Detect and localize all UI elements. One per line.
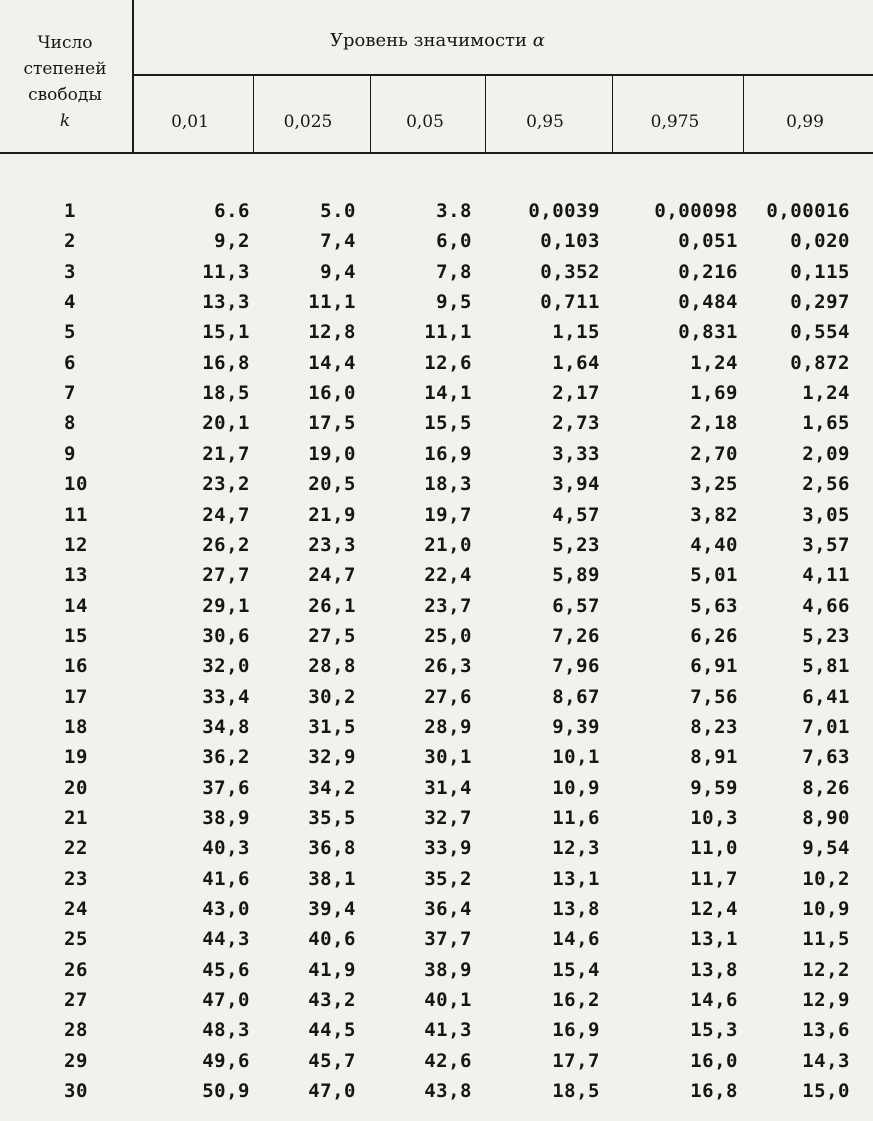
table-row bbox=[0, 1075, 873, 1107]
critical-value-cell: 34,8 bbox=[202, 715, 250, 738]
critical-value-cell: 43,0 bbox=[202, 898, 250, 921]
critical-value-cell: 41,6 bbox=[202, 867, 250, 890]
critical-value-cell: 32,9 bbox=[308, 746, 356, 769]
critical-value-cell: 15,5 bbox=[424, 412, 472, 435]
header-k-line-3: свободы bbox=[28, 85, 102, 105]
divider-col-4 bbox=[612, 76, 613, 152]
critical-value-cell: 2,73 bbox=[552, 412, 600, 435]
critical-value-cell: 0,020 bbox=[790, 230, 850, 253]
critical-value-cell: 0,831 bbox=[678, 321, 738, 344]
critical-value-cell: 16,9 bbox=[424, 442, 472, 465]
table-row bbox=[0, 316, 873, 348]
critical-value-cell: 17,5 bbox=[308, 412, 356, 435]
critical-value-cell: 36,8 bbox=[308, 837, 356, 860]
critical-value-cell: 16,9 bbox=[552, 1019, 600, 1042]
critical-value-cell: 44,5 bbox=[308, 1019, 356, 1042]
critical-value-cell: 49,6 bbox=[202, 1049, 250, 1072]
critical-value-cell: 22,4 bbox=[424, 564, 472, 587]
critical-value-cell: 7,26 bbox=[552, 624, 600, 647]
critical-value-cell: 0,711 bbox=[540, 291, 600, 314]
critical-value-cell: 19,0 bbox=[308, 442, 356, 465]
critical-value-cell: 21,9 bbox=[308, 503, 356, 526]
degrees-of-freedom-cell: 22 bbox=[64, 837, 88, 860]
table-row bbox=[0, 711, 873, 743]
critical-value-cell: 39,4 bbox=[308, 898, 356, 921]
critical-value-cell: 7,96 bbox=[552, 655, 600, 678]
critical-value-cell: 13,8 bbox=[690, 958, 738, 981]
critical-value-cell: 16,8 bbox=[202, 351, 250, 374]
critical-value-cell: 0,0039 bbox=[528, 200, 600, 222]
critical-value-cell: 37,7 bbox=[424, 928, 472, 951]
critical-value-cell: 30,1 bbox=[424, 746, 472, 769]
critical-value-cell: 14,1 bbox=[424, 382, 472, 405]
critical-value-cell: 16,2 bbox=[552, 989, 600, 1012]
table-row bbox=[0, 438, 873, 470]
degrees-of-freedom-cell: 11 bbox=[64, 503, 88, 526]
critical-value-cell: 32,0 bbox=[202, 655, 250, 678]
critical-value-cell: 24,7 bbox=[202, 503, 250, 526]
critical-value-cell: 1,24 bbox=[690, 351, 738, 374]
degrees-of-freedom-cell: 10 bbox=[64, 473, 88, 496]
critical-value-cell: 31,5 bbox=[308, 715, 356, 738]
critical-value-cell: 15,0 bbox=[802, 1080, 850, 1103]
critical-value-cell: 10,3 bbox=[690, 807, 738, 829]
critical-value-cell: 29,1 bbox=[202, 594, 250, 617]
critical-value-cell: 18,5 bbox=[552, 1080, 600, 1103]
critical-value-cell: 11,1 bbox=[308, 291, 356, 314]
critical-value-cell: 11,6 bbox=[552, 807, 600, 829]
table-row bbox=[0, 195, 873, 227]
critical-value-cell: 43,8 bbox=[424, 1080, 472, 1103]
critical-value-cell: 5,01 bbox=[690, 564, 738, 587]
critical-value-cell: 4,11 bbox=[802, 564, 850, 587]
critical-value-cell: 10,2 bbox=[802, 867, 850, 890]
critical-value-cell: 23,3 bbox=[308, 533, 356, 556]
column-header-0-01: 0,01 bbox=[171, 112, 209, 132]
critical-value-cell: 48,3 bbox=[202, 1019, 250, 1042]
critical-value-cell: 9,5 bbox=[436, 291, 472, 314]
critical-value-cell: 4,40 bbox=[690, 533, 738, 556]
critical-value-cell: 13,3 bbox=[202, 291, 250, 314]
critical-value-cell: 41,9 bbox=[308, 958, 356, 981]
critical-value-cell: 7,4 bbox=[320, 230, 356, 253]
degrees-of-freedom-cell: 30 bbox=[64, 1080, 88, 1103]
table-row bbox=[0, 407, 873, 439]
critical-value-cell: 27,5 bbox=[308, 624, 356, 647]
critical-value-cell: 3,25 bbox=[690, 473, 738, 496]
critical-value-cell: 12,3 bbox=[552, 837, 600, 860]
critical-value-cell: 7,01 bbox=[802, 715, 850, 738]
table-row bbox=[0, 468, 873, 500]
critical-value-cell: 26,3 bbox=[424, 655, 472, 678]
critical-value-cell: 7,63 bbox=[802, 746, 850, 769]
critical-value-cell: 14,4 bbox=[308, 351, 356, 374]
critical-value-cell: 33,9 bbox=[424, 837, 472, 860]
degrees-of-freedom-cell: 26 bbox=[64, 958, 88, 981]
critical-value-cell: 4,57 bbox=[552, 503, 600, 526]
critical-value-cell: 35,5 bbox=[308, 807, 356, 829]
table-row bbox=[0, 923, 873, 955]
degrees-of-freedom-cell: 15 bbox=[64, 624, 88, 647]
critical-value-cell: 13,1 bbox=[690, 928, 738, 951]
critical-value-cell: 0,00098 bbox=[654, 200, 738, 222]
critical-value-cell: 32,7 bbox=[424, 807, 472, 829]
critical-value-cell: 21,0 bbox=[424, 533, 472, 556]
column-header-0-975: 0,975 bbox=[650, 112, 700, 132]
critical-value-cell: 5.0 bbox=[320, 200, 356, 222]
critical-value-cell: 13,6 bbox=[802, 1019, 850, 1042]
table-row bbox=[0, 984, 873, 1016]
divider-col-3 bbox=[485, 76, 486, 152]
critical-value-cell: 3,33 bbox=[552, 442, 600, 465]
critical-value-cell: 20,5 bbox=[308, 473, 356, 496]
critical-value-cell: 3,94 bbox=[552, 473, 600, 496]
degrees-of-freedom-cell: 16 bbox=[64, 655, 88, 678]
critical-value-cell: 3,82 bbox=[690, 503, 738, 526]
critical-value-cell: 1,15 bbox=[552, 321, 600, 344]
critical-value-cell: 18,5 bbox=[202, 382, 250, 405]
critical-value-cell: 0,554 bbox=[790, 321, 850, 344]
table-row bbox=[0, 741, 873, 773]
table-row bbox=[0, 832, 873, 864]
critical-value-cell: 25,0 bbox=[424, 624, 472, 647]
degrees-of-freedom-cell: 9 bbox=[64, 442, 76, 465]
critical-value-cell: 16,8 bbox=[690, 1080, 738, 1103]
critical-value-cell: 28,8 bbox=[308, 655, 356, 678]
degrees-of-freedom-cell: 1 bbox=[64, 200, 76, 222]
critical-value-cell: 40,3 bbox=[202, 837, 250, 860]
critical-value-cell: 1,24 bbox=[802, 382, 850, 405]
critical-value-cell: 9,39 bbox=[552, 715, 600, 738]
critical-value-cell: 11,7 bbox=[690, 867, 738, 890]
column-header-0-99: 0,99 bbox=[786, 112, 824, 132]
degrees-of-freedom-cell: 21 bbox=[64, 807, 88, 829]
divider-col-2 bbox=[370, 76, 371, 152]
critical-value-cell: 38,9 bbox=[424, 958, 472, 981]
critical-value-cell: 8,67 bbox=[552, 685, 600, 708]
critical-value-cell: 6,91 bbox=[690, 655, 738, 678]
degrees-of-freedom-cell: 19 bbox=[64, 746, 88, 769]
table-row bbox=[0, 802, 873, 834]
critical-value-cell: 11,1 bbox=[424, 321, 472, 344]
column-header-0-05: 0,05 bbox=[406, 112, 444, 132]
critical-value-cell: 5,63 bbox=[690, 594, 738, 617]
header-k-line-1: Число bbox=[37, 33, 93, 53]
critical-value-cell: 16,0 bbox=[690, 1049, 738, 1072]
header-k-symbol: k bbox=[59, 111, 71, 131]
critical-value-cell: 14,6 bbox=[690, 989, 738, 1012]
critical-value-cell: 0,103 bbox=[540, 230, 600, 253]
divider-col-1 bbox=[253, 76, 254, 152]
critical-value-cell: 2,56 bbox=[802, 473, 850, 496]
critical-value-cell: 2,17 bbox=[552, 382, 600, 405]
critical-value-cell: 36,2 bbox=[202, 746, 250, 769]
critical-value-cell: 1,64 bbox=[552, 351, 600, 374]
critical-value-cell: 38,1 bbox=[308, 867, 356, 890]
table-row bbox=[0, 863, 873, 895]
critical-value-cell: 2,09 bbox=[802, 442, 850, 465]
critical-value-cell: 12,2 bbox=[802, 958, 850, 981]
critical-value-cell: 10,1 bbox=[552, 746, 600, 769]
critical-value-cell: 3,57 bbox=[802, 533, 850, 556]
critical-value-cell: 12,8 bbox=[308, 321, 356, 344]
table-row bbox=[0, 681, 873, 713]
critical-value-cell: 17,7 bbox=[552, 1049, 600, 1072]
critical-value-cell: 5,23 bbox=[552, 533, 600, 556]
degrees-of-freedom-cell: 7 bbox=[64, 382, 76, 405]
critical-value-cell: 0,484 bbox=[678, 291, 738, 314]
critical-value-cell: 7,56 bbox=[690, 685, 738, 708]
critical-value-cell: 24,7 bbox=[308, 564, 356, 587]
table-row bbox=[0, 1014, 873, 1046]
critical-value-cell: 4,66 bbox=[802, 594, 850, 617]
table-row bbox=[0, 893, 873, 925]
critical-value-cell: 34,2 bbox=[308, 776, 356, 799]
critical-value-cell: 0,115 bbox=[790, 260, 850, 283]
critical-value-cell: 0,216 bbox=[678, 260, 738, 283]
alpha-label: Уровень значимости bbox=[330, 30, 527, 51]
critical-value-cell: 9,54 bbox=[802, 837, 850, 860]
critical-value-cell: 5,81 bbox=[802, 655, 850, 678]
table-row bbox=[0, 1045, 873, 1077]
critical-value-cell: 6,57 bbox=[552, 594, 600, 617]
table-row bbox=[0, 559, 873, 591]
critical-value-cell: 12,6 bbox=[424, 351, 472, 374]
critical-value-cell: 3.8 bbox=[436, 200, 472, 222]
critical-value-cell: 1,65 bbox=[802, 412, 850, 435]
table-row bbox=[0, 256, 873, 288]
critical-value-cell: 6,41 bbox=[802, 685, 850, 708]
critical-value-cell: 2,70 bbox=[690, 442, 738, 465]
degrees-of-freedom-cell: 18 bbox=[64, 715, 88, 738]
table-row bbox=[0, 225, 873, 257]
critical-value-cell: 5,89 bbox=[552, 564, 600, 587]
critical-value-cell: 1,69 bbox=[690, 382, 738, 405]
critical-value-cell: 3,05 bbox=[802, 503, 850, 526]
critical-value-cell: 11,0 bbox=[690, 837, 738, 860]
critical-value-cell: 15,4 bbox=[552, 958, 600, 981]
significance-level-header bbox=[330, 30, 650, 51]
critical-value-cell: 7,8 bbox=[436, 260, 472, 283]
table-row bbox=[0, 650, 873, 682]
header-k-line-2: степеней bbox=[23, 59, 107, 79]
critical-value-cell: 23,7 bbox=[424, 594, 472, 617]
critical-value-cell: 36,4 bbox=[424, 898, 472, 921]
degrees-of-freedom-cell: 2 bbox=[64, 230, 76, 253]
column-header-0-025: 0,025 bbox=[283, 112, 333, 132]
critical-value-cell: 33,4 bbox=[202, 685, 250, 708]
critical-value-cell: 12,9 bbox=[802, 989, 850, 1012]
critical-value-cell: 10,9 bbox=[552, 776, 600, 799]
critical-value-cell: 11,3 bbox=[202, 260, 250, 283]
critical-value-cell: 35,2 bbox=[424, 867, 472, 890]
critical-value-cell: 9,4 bbox=[320, 260, 356, 283]
degrees-of-freedom-cell: 29 bbox=[64, 1049, 88, 1072]
critical-value-cell: 37,6 bbox=[202, 776, 250, 799]
degrees-of-freedom-cell: 6 bbox=[64, 351, 76, 374]
table-row bbox=[0, 499, 873, 531]
critical-value-cell: 8,91 bbox=[690, 746, 738, 769]
degrees-of-freedom-cell: 23 bbox=[64, 867, 88, 890]
critical-value-cell: 50,9 bbox=[202, 1080, 250, 1103]
critical-value-cell: 26,2 bbox=[202, 533, 250, 556]
critical-value-cell: 20,1 bbox=[202, 412, 250, 435]
critical-value-cell: 8,26 bbox=[802, 776, 850, 799]
table-row bbox=[0, 377, 873, 409]
critical-value-cell: 26,1 bbox=[308, 594, 356, 617]
degrees-of-freedom-cell: 13 bbox=[64, 564, 88, 587]
table-row bbox=[0, 772, 873, 804]
critical-value-cell: 47,0 bbox=[202, 989, 250, 1012]
critical-value-cell: 6,26 bbox=[690, 624, 738, 647]
critical-value-cell: 42,6 bbox=[424, 1049, 472, 1072]
critical-value-cell: 31,4 bbox=[424, 776, 472, 799]
critical-value-cell: 30,6 bbox=[202, 624, 250, 647]
critical-value-cell: 8,90 bbox=[802, 807, 850, 829]
degrees-of-freedom-cell: 12 bbox=[64, 533, 88, 556]
critical-value-cell: 45,6 bbox=[202, 958, 250, 981]
divider-alpha-header bbox=[134, 74, 873, 76]
degrees-of-freedom-cell: 4 bbox=[64, 291, 76, 314]
critical-value-cell: 40,6 bbox=[308, 928, 356, 951]
critical-value-cell: 6.6 bbox=[214, 200, 250, 222]
critical-value-cell: 23,2 bbox=[202, 473, 250, 496]
critical-value-cell: 9,2 bbox=[214, 230, 250, 253]
critical-value-cell: 43,2 bbox=[308, 989, 356, 1012]
critical-value-cell: 18,3 bbox=[424, 473, 472, 496]
critical-value-cell: 13,1 bbox=[552, 867, 600, 890]
degrees-of-freedom-cell: 20 bbox=[64, 776, 88, 799]
critical-value-cell: 10,9 bbox=[802, 898, 850, 921]
alpha-symbol: α bbox=[532, 30, 545, 51]
critical-value-cell: 15,3 bbox=[690, 1019, 738, 1042]
degrees-of-freedom-cell: 25 bbox=[64, 928, 88, 951]
divider-col-5 bbox=[743, 76, 744, 152]
critical-value-cell: 8,23 bbox=[690, 715, 738, 738]
critical-value-cell: 0,051 bbox=[678, 230, 738, 253]
degrees-of-freedom-cell: 14 bbox=[64, 594, 88, 617]
critical-value-cell: 27,7 bbox=[202, 564, 250, 587]
critical-value-cell: 0,297 bbox=[790, 291, 850, 314]
critical-value-cell: 11,5 bbox=[802, 928, 850, 951]
critical-value-cell: 40,1 bbox=[424, 989, 472, 1012]
degrees-of-freedom-cell: 17 bbox=[64, 685, 88, 708]
table-row bbox=[0, 347, 873, 379]
critical-value-cell: 5,23 bbox=[802, 624, 850, 647]
critical-value-cell: 27,6 bbox=[424, 685, 472, 708]
critical-value-cell: 28,9 bbox=[424, 715, 472, 738]
critical-value-cell: 2,18 bbox=[690, 412, 738, 435]
critical-value-cell: 41,3 bbox=[424, 1019, 472, 1042]
table-row bbox=[0, 590, 873, 622]
degrees-of-freedom-cell: 27 bbox=[64, 989, 88, 1012]
degrees-of-freedom-cell: 8 bbox=[64, 412, 76, 435]
table-row bbox=[0, 954, 873, 986]
column-header-0-95: 0,95 bbox=[526, 112, 564, 132]
critical-value-cell: 0,872 bbox=[790, 351, 850, 374]
critical-value-cell: 12,4 bbox=[690, 898, 738, 921]
critical-value-cell: 9,59 bbox=[690, 776, 738, 799]
degrees-of-freedom-cell: 3 bbox=[64, 260, 76, 283]
critical-value-cell: 13,8 bbox=[552, 898, 600, 921]
critical-value-cell: 45,7 bbox=[308, 1049, 356, 1072]
critical-value-cell: 0,352 bbox=[540, 260, 600, 283]
table-row bbox=[0, 620, 873, 652]
critical-value-cell: 38,9 bbox=[202, 807, 250, 829]
table-row bbox=[0, 529, 873, 561]
critical-value-cell: 16,0 bbox=[308, 382, 356, 405]
degrees-of-freedom-cell: 24 bbox=[64, 898, 88, 921]
critical-value-cell: 21,7 bbox=[202, 442, 250, 465]
critical-value-cell: 44,3 bbox=[202, 928, 250, 951]
critical-value-cell: 0,00016 bbox=[766, 200, 850, 222]
critical-value-cell: 6,0 bbox=[436, 230, 472, 253]
critical-value-cell: 15,1 bbox=[202, 321, 250, 344]
degrees-of-freedom-header bbox=[10, 30, 120, 134]
degrees-of-freedom-cell: 28 bbox=[64, 1019, 88, 1042]
divider-header-body bbox=[0, 152, 873, 154]
divider-k-column bbox=[132, 0, 134, 152]
critical-value-cell: 47,0 bbox=[308, 1080, 356, 1103]
critical-value-cell: 14,6 bbox=[552, 928, 600, 951]
table-row bbox=[0, 286, 873, 318]
critical-value-cell: 19,7 bbox=[424, 503, 472, 526]
degrees-of-freedom-cell: 5 bbox=[64, 321, 76, 344]
critical-value-cell: 14,3 bbox=[802, 1049, 850, 1072]
critical-value-cell: 30,2 bbox=[308, 685, 356, 708]
